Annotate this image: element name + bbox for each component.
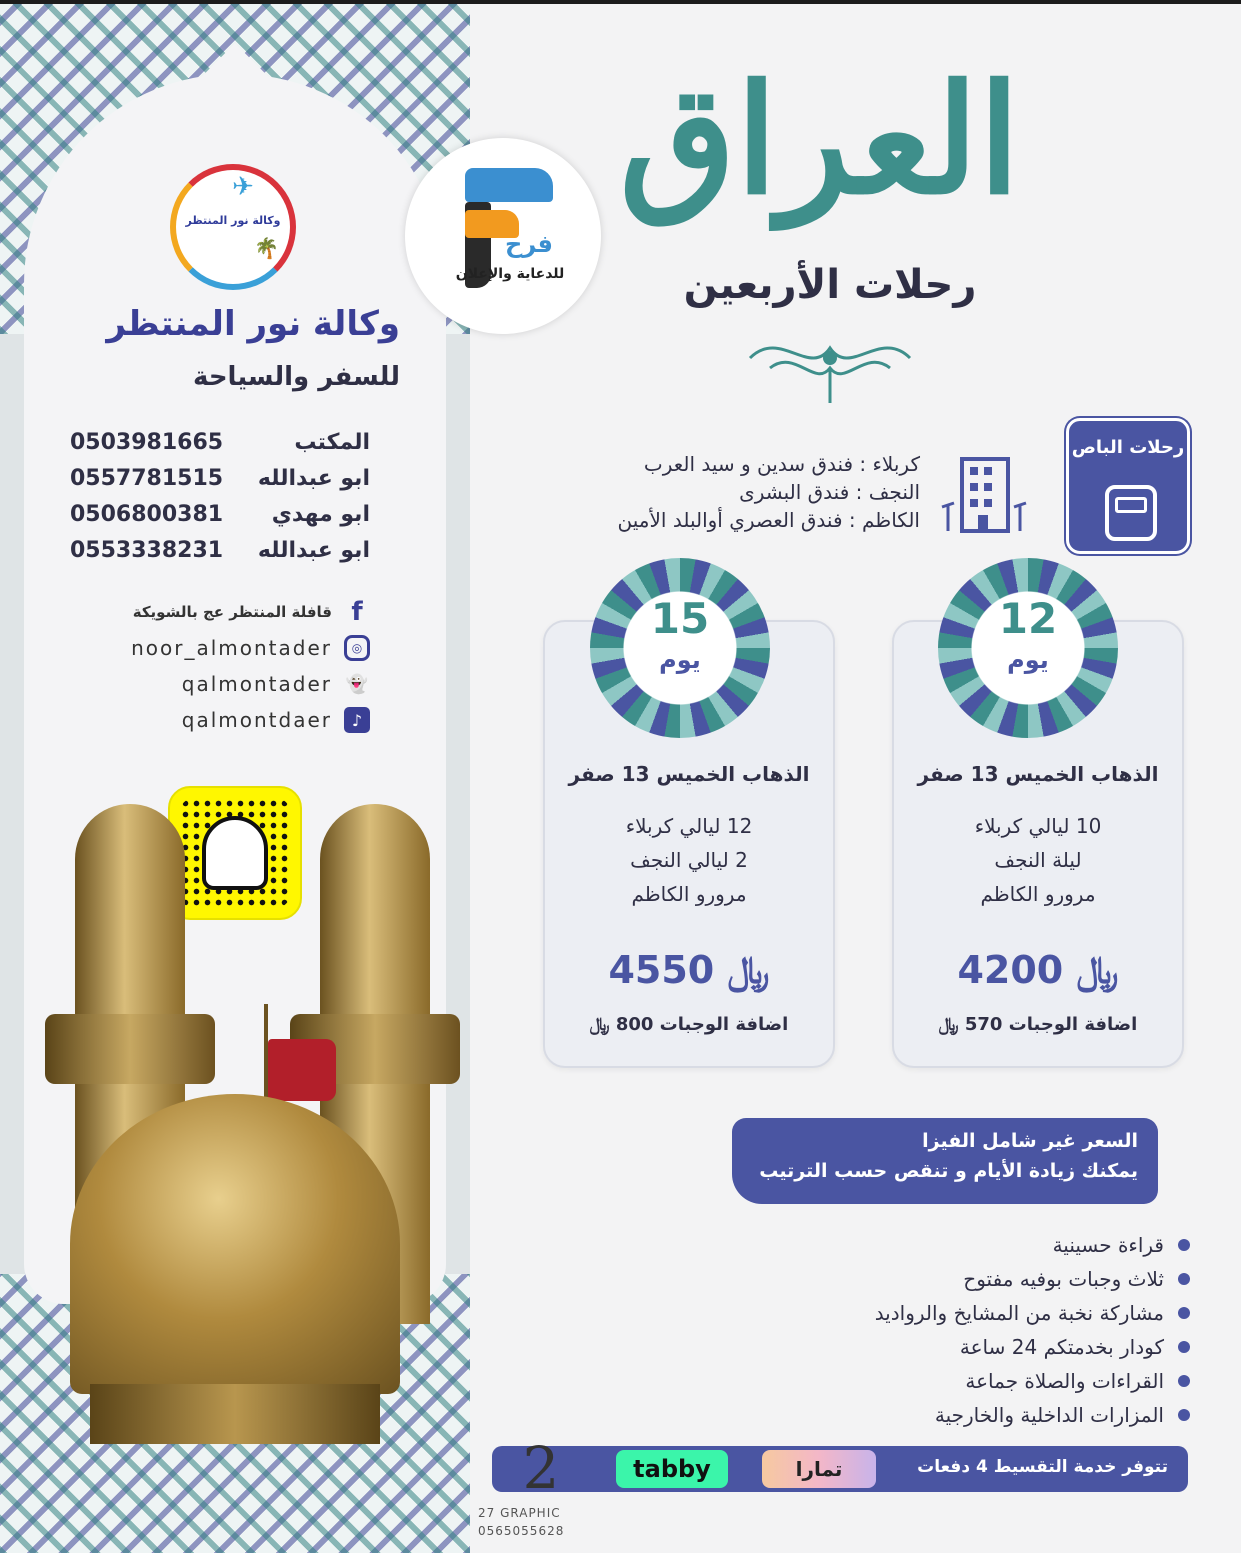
farah-logo-bar-top — [465, 168, 553, 202]
itinerary-line: 12 ليالي كربلاء — [625, 814, 753, 838]
social-row-instagram[interactable] — [90, 630, 370, 666]
facebook-handle[interactable]: قافلة المنتظر عج بالشويكة — [132, 603, 332, 621]
agency-logo — [170, 164, 296, 290]
list-item — [700, 1228, 1190, 1262]
designer-name: 27 GRAPHIC — [478, 1506, 561, 1520]
package-price: 4550 ﷼ — [608, 948, 770, 992]
list-item — [700, 1262, 1190, 1296]
list-item — [700, 1330, 1190, 1364]
bullet-icon — [1178, 1273, 1190, 1285]
duration-days: 15 — [650, 594, 710, 643]
duration-rosette-12 — [938, 558, 1118, 738]
tabby-logo[interactable]: tabby — [616, 1450, 728, 1488]
feature-text: كودار بخدمتكم 24 ساعة — [959, 1335, 1164, 1359]
contact-row — [70, 532, 370, 568]
duration-rosette-15 — [590, 558, 770, 738]
bullet-icon — [1178, 1341, 1190, 1353]
itinerary-line: مرورو الكاظم — [631, 882, 747, 906]
feature-text: ثلاث وجبات بوفيه مفتوح — [963, 1267, 1164, 1291]
hotel-building-icon — [940, 455, 1030, 535]
designer-phone: 0565055628 — [478, 1524, 565, 1538]
itinerary-line: 2 ليالي النجف — [630, 848, 748, 872]
feature-text: قراءة حسينية — [1052, 1233, 1164, 1257]
page-subtitle: رحلات الأربعين — [683, 262, 977, 308]
contact-phone[interactable]: 0503981665 — [70, 429, 224, 455]
farah-name: فرح — [505, 230, 553, 258]
social-row-snapchat[interactable] — [90, 666, 370, 702]
hotel-kadhimiya: الكاظم : فندق العصري أوالبلد الأمين — [617, 508, 920, 532]
tiktok-icon: ♪ — [344, 707, 370, 733]
bullet-icon — [1178, 1409, 1190, 1421]
snapchat-icon: 👻 — [345, 673, 369, 695]
contact-phone[interactable]: 0557781515 — [70, 465, 224, 491]
list-item — [700, 1364, 1190, 1398]
snapcode-qr[interactable] — [168, 786, 302, 920]
farah-advertising-badge — [405, 138, 601, 334]
bus-trips-badge — [1066, 418, 1190, 554]
contact-row — [70, 460, 370, 496]
contact-phone[interactable]: 0553338231 — [70, 537, 224, 563]
itinerary-line: مرورو الكاظم — [980, 882, 1096, 906]
feature-text: المزارات الداخلية والخارجية — [934, 1403, 1164, 1427]
itinerary-line: 10 ليالي كربلاء — [974, 814, 1102, 838]
social-links — [90, 594, 370, 738]
notice-line: يمكنك زيادة الأيام و تنقص حسب الترتيب — [759, 1160, 1138, 1182]
left-panel — [0, 4, 470, 1553]
installment-text: تتوفر خدمة التقسيط 4 دفعات — [917, 1457, 1168, 1477]
feature-list — [700, 1228, 1190, 1432]
feature-text: القراءات والصلاة جماعة — [965, 1369, 1164, 1393]
duration-days: 12 — [998, 594, 1058, 643]
contact-list — [70, 424, 370, 568]
minaret-balcony-left — [45, 1014, 215, 1084]
package-itinerary — [894, 814, 1182, 916]
instagram-icon: ◎ — [344, 635, 370, 661]
package-departure: الذهاب الخميس 13 صفر — [568, 762, 810, 786]
hotel-list — [510, 452, 920, 536]
package-departure: الذهاب الخميس 13 صفر — [917, 762, 1159, 786]
contact-label: المكتب — [294, 429, 370, 455]
package-price: 4200 ﷼ — [957, 948, 1119, 992]
hotel-karbala: كربلاء : فندق سدين و سيد العرب — [643, 452, 920, 476]
agency-logo-text: وكالة نور المنتظر — [185, 214, 281, 227]
red-flag — [268, 1039, 336, 1101]
bullet-icon — [1178, 1307, 1190, 1319]
installment-bar — [492, 1446, 1188, 1492]
package-meals-addon: اضافة الوجبات 570 ﷼ — [938, 1014, 1138, 1035]
agency-subtitle: للسفر والسياحة — [193, 362, 400, 392]
feature-text: مشاركة نخبة من المشايخ والروادید — [874, 1301, 1164, 1325]
tamara-logo[interactable]: تمارا — [762, 1450, 876, 1488]
bus-icon — [1105, 485, 1157, 541]
dome-base — [90, 1384, 380, 1444]
bullet-icon — [1178, 1239, 1190, 1251]
contact-label: ابو عبدالله — [257, 537, 370, 563]
list-item — [700, 1398, 1190, 1432]
snapchat-ghost-icon — [202, 816, 268, 890]
agency-name: وكالة نور المنتظر — [106, 304, 400, 344]
instagram-handle[interactable]: noor_almontader — [131, 636, 332, 660]
duration-unit: يوم — [1007, 646, 1049, 674]
contact-phone[interactable]: 0506800381 — [70, 501, 224, 527]
farah-tagline: للدعاية والإعلان — [455, 266, 565, 282]
notice-line: السعر غير شامل الفيزا — [922, 1130, 1138, 1152]
page-title: العراق — [619, 52, 1020, 228]
bus-trips-label: رحلات الباص — [1071, 437, 1185, 458]
duration-unit: يوم — [659, 646, 701, 674]
golden-dome — [70, 1094, 400, 1394]
facebook-icon: f — [351, 597, 363, 627]
snapchat-handle[interactable]: qalmontader — [181, 672, 332, 696]
visa-notice-box — [732, 1118, 1158, 1204]
hotel-najaf: النجف : فندق البشرى — [739, 480, 920, 504]
contact-label: ابو مهدي — [271, 501, 370, 527]
palm-tree-icon: 🌴 — [254, 236, 279, 260]
contact-label: ابو عبدالله — [257, 465, 370, 491]
tiktok-handle[interactable]: qalmontdaer — [181, 708, 332, 732]
itinerary-line: ليلة النجف — [994, 848, 1082, 872]
airplane-icon: ✈ — [232, 172, 254, 202]
list-item — [700, 1296, 1190, 1330]
social-row-facebook[interactable] — [90, 594, 370, 630]
social-row-tiktok[interactable] — [90, 702, 370, 738]
package-itinerary — [545, 814, 833, 916]
designer-mark: 2 — [522, 1434, 560, 1502]
ornament-divider-icon — [740, 318, 920, 408]
bullet-icon — [1178, 1375, 1190, 1387]
contact-row — [70, 496, 370, 532]
contact-row — [70, 424, 370, 460]
bus-window — [1115, 497, 1147, 513]
package-meals-addon: اضافة الوجبات 800 ﷼ — [589, 1014, 789, 1035]
